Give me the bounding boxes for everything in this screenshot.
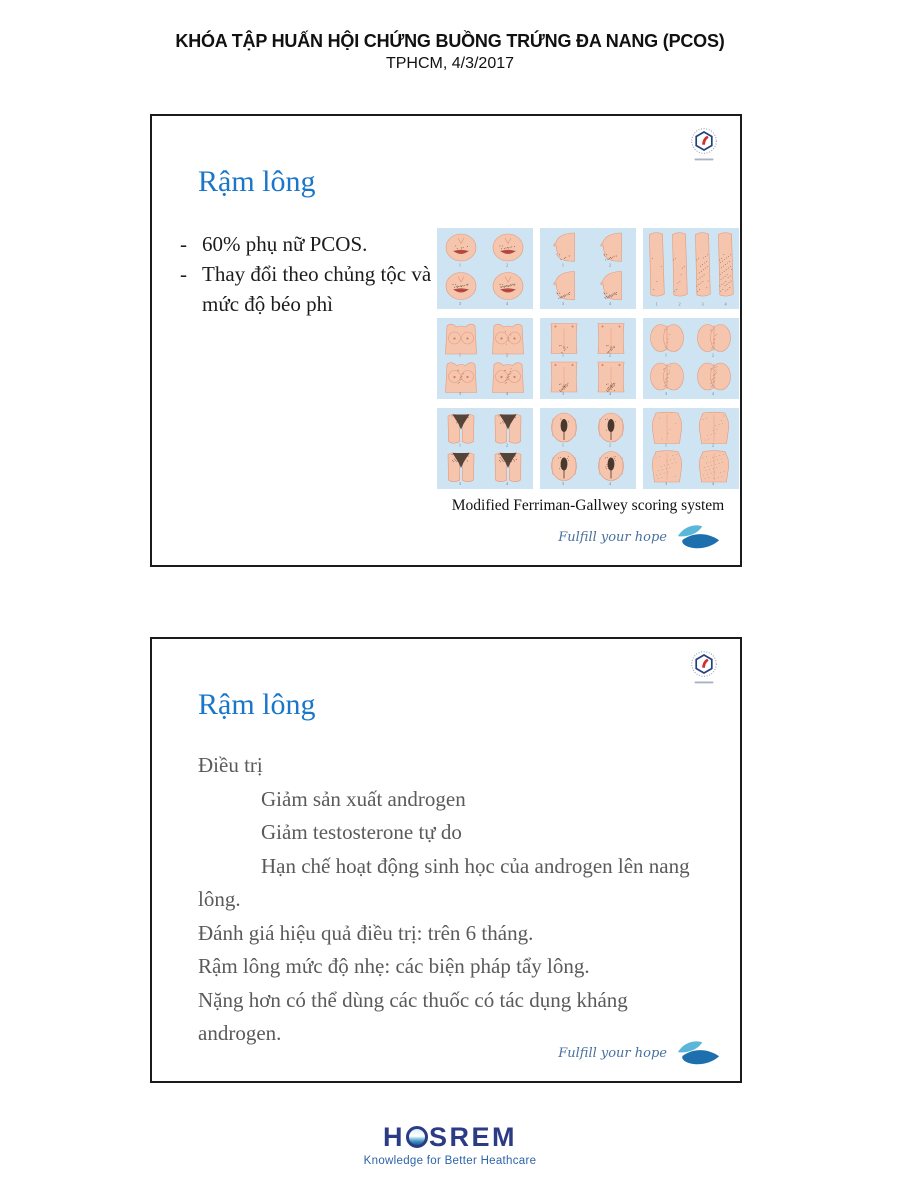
panel-chin <box>540 228 636 309</box>
paragraph: Hạn chế hoạt động sinh học của androgen lên nang lông. <box>198 853 690 911</box>
panel-perineum <box>540 408 636 489</box>
svg-text:2: 2 <box>608 262 612 268</box>
svg-text:1: 1 <box>458 442 462 448</box>
svg-text:1: 1 <box>561 262 565 268</box>
svg-text:2: 2 <box>608 352 612 358</box>
bullet-dash: - <box>180 262 187 286</box>
hosrem-globe-icon <box>406 1126 428 1148</box>
svg-text:2: 2 <box>505 262 509 268</box>
bullet-dash: - <box>180 232 187 256</box>
svg-text:4: 4 <box>505 300 509 306</box>
paragraph: Nặng hơn có thể dùng các thuốc có tác dụng kháng androgen. <box>198 987 628 1045</box>
svg-text:3: 3 <box>561 300 565 306</box>
svg-text:1: 1 <box>664 352 668 358</box>
certification-badge-icon <box>689 127 719 164</box>
hosrem-text-right: SREM <box>428 1122 517 1152</box>
slide-1 <box>150 114 742 567</box>
svg-text:3: 3 <box>664 390 668 396</box>
svg-text:3: 3 <box>561 480 565 486</box>
bullet-text: 60% phụ nữ PCOS. <box>202 232 368 256</box>
svg-text:4: 4 <box>608 480 612 486</box>
bullet-item <box>180 259 458 319</box>
svg-text:2: 2 <box>711 442 715 448</box>
panel-chest <box>437 318 533 399</box>
svg-text:1: 1 <box>664 442 668 448</box>
bullet-list <box>180 229 458 319</box>
svg-text:1: 1 <box>458 262 462 268</box>
svg-text:2: 2 <box>505 442 509 448</box>
hosrem-tagline: Knowledge for Better Heathcare <box>363 1155 537 1167</box>
course-title: KHÓA TẬP HUẤN HỘI CHỨNG BUỒNG TRỨNG ĐA NANG (PCOS) <box>175 31 725 51</box>
svg-text:3: 3 <box>664 480 668 486</box>
certification-badge-icon <box>689 650 719 687</box>
svg-text:2: 2 <box>608 442 612 448</box>
svg-text:1: 1 <box>655 301 658 307</box>
slide-1-title: Rậm lông <box>198 165 316 198</box>
slide-2-footer <box>558 1038 722 1068</box>
paragraph: Giảm sản xuất androgen <box>261 786 466 811</box>
svg-text:1: 1 <box>561 442 565 448</box>
leaf-logo-icon <box>675 522 722 552</box>
svg-text:2: 2 <box>678 301 681 307</box>
svg-text:4: 4 <box>608 390 612 396</box>
svg-text:3: 3 <box>458 300 462 306</box>
svg-text:1: 1 <box>561 352 565 358</box>
svg-text:2: 2 <box>711 352 715 358</box>
panel-pubic-region <box>437 408 533 489</box>
figure-caption: Modified Ferriman-Gallwey scoring system <box>451 497 725 514</box>
page-header <box>0 31 900 73</box>
slide-2-title: Rậm lông <box>198 688 316 721</box>
svg-text:3: 3 <box>458 480 462 486</box>
svg-text:4: 4 <box>505 390 509 396</box>
leaf-logo-icon <box>675 1038 722 1068</box>
svg-text:4: 4 <box>711 390 715 396</box>
bullet-text: Thay đổi theo chủng tộc và mức độ béo phì <box>202 262 432 316</box>
svg-text:3: 3 <box>561 390 565 396</box>
svg-text:2: 2 <box>505 352 509 358</box>
hosrem-logo <box>0 1122 900 1152</box>
paragraph: Đánh giá hiệu quả điều trị: trên 6 tháng. <box>198 920 534 945</box>
svg-text:1: 1 <box>458 352 462 358</box>
svg-text:3: 3 <box>458 390 462 396</box>
paragraph: Giảm testosterone tự do <box>261 820 462 844</box>
svg-text:4: 4 <box>711 480 715 486</box>
paragraph: Điều trị <box>198 753 263 777</box>
svg-text:4: 4 <box>608 300 612 306</box>
course-date-location: TPHCM, 4/3/2017 <box>385 55 515 72</box>
svg-text:4: 4 <box>724 301 727 307</box>
svg-text:3: 3 <box>701 301 704 307</box>
hosrem-footer <box>0 1122 900 1167</box>
fulfill-tagline: Fulfill your hope <box>558 529 667 545</box>
ferriman-gallwey-figure-grid <box>437 228 739 489</box>
panel-buttocks <box>643 318 739 399</box>
bullet-item <box>180 229 458 259</box>
fulfill-tagline: Fulfill your hope <box>558 1045 667 1061</box>
hosrem-text-left: H <box>382 1122 405 1152</box>
slide-2 <box>150 637 742 1083</box>
panel-back <box>643 408 739 489</box>
body-text <box>198 749 714 1051</box>
slide-1-footer <box>558 522 722 552</box>
svg-text:4: 4 <box>505 480 509 486</box>
panel-upper-lip <box>437 228 533 309</box>
paragraph: Rậm lông mức độ nhẹ: các biện pháp tẩy lông. <box>198 954 590 978</box>
panel-abdomen <box>540 318 636 399</box>
panel-forearm <box>643 228 739 309</box>
